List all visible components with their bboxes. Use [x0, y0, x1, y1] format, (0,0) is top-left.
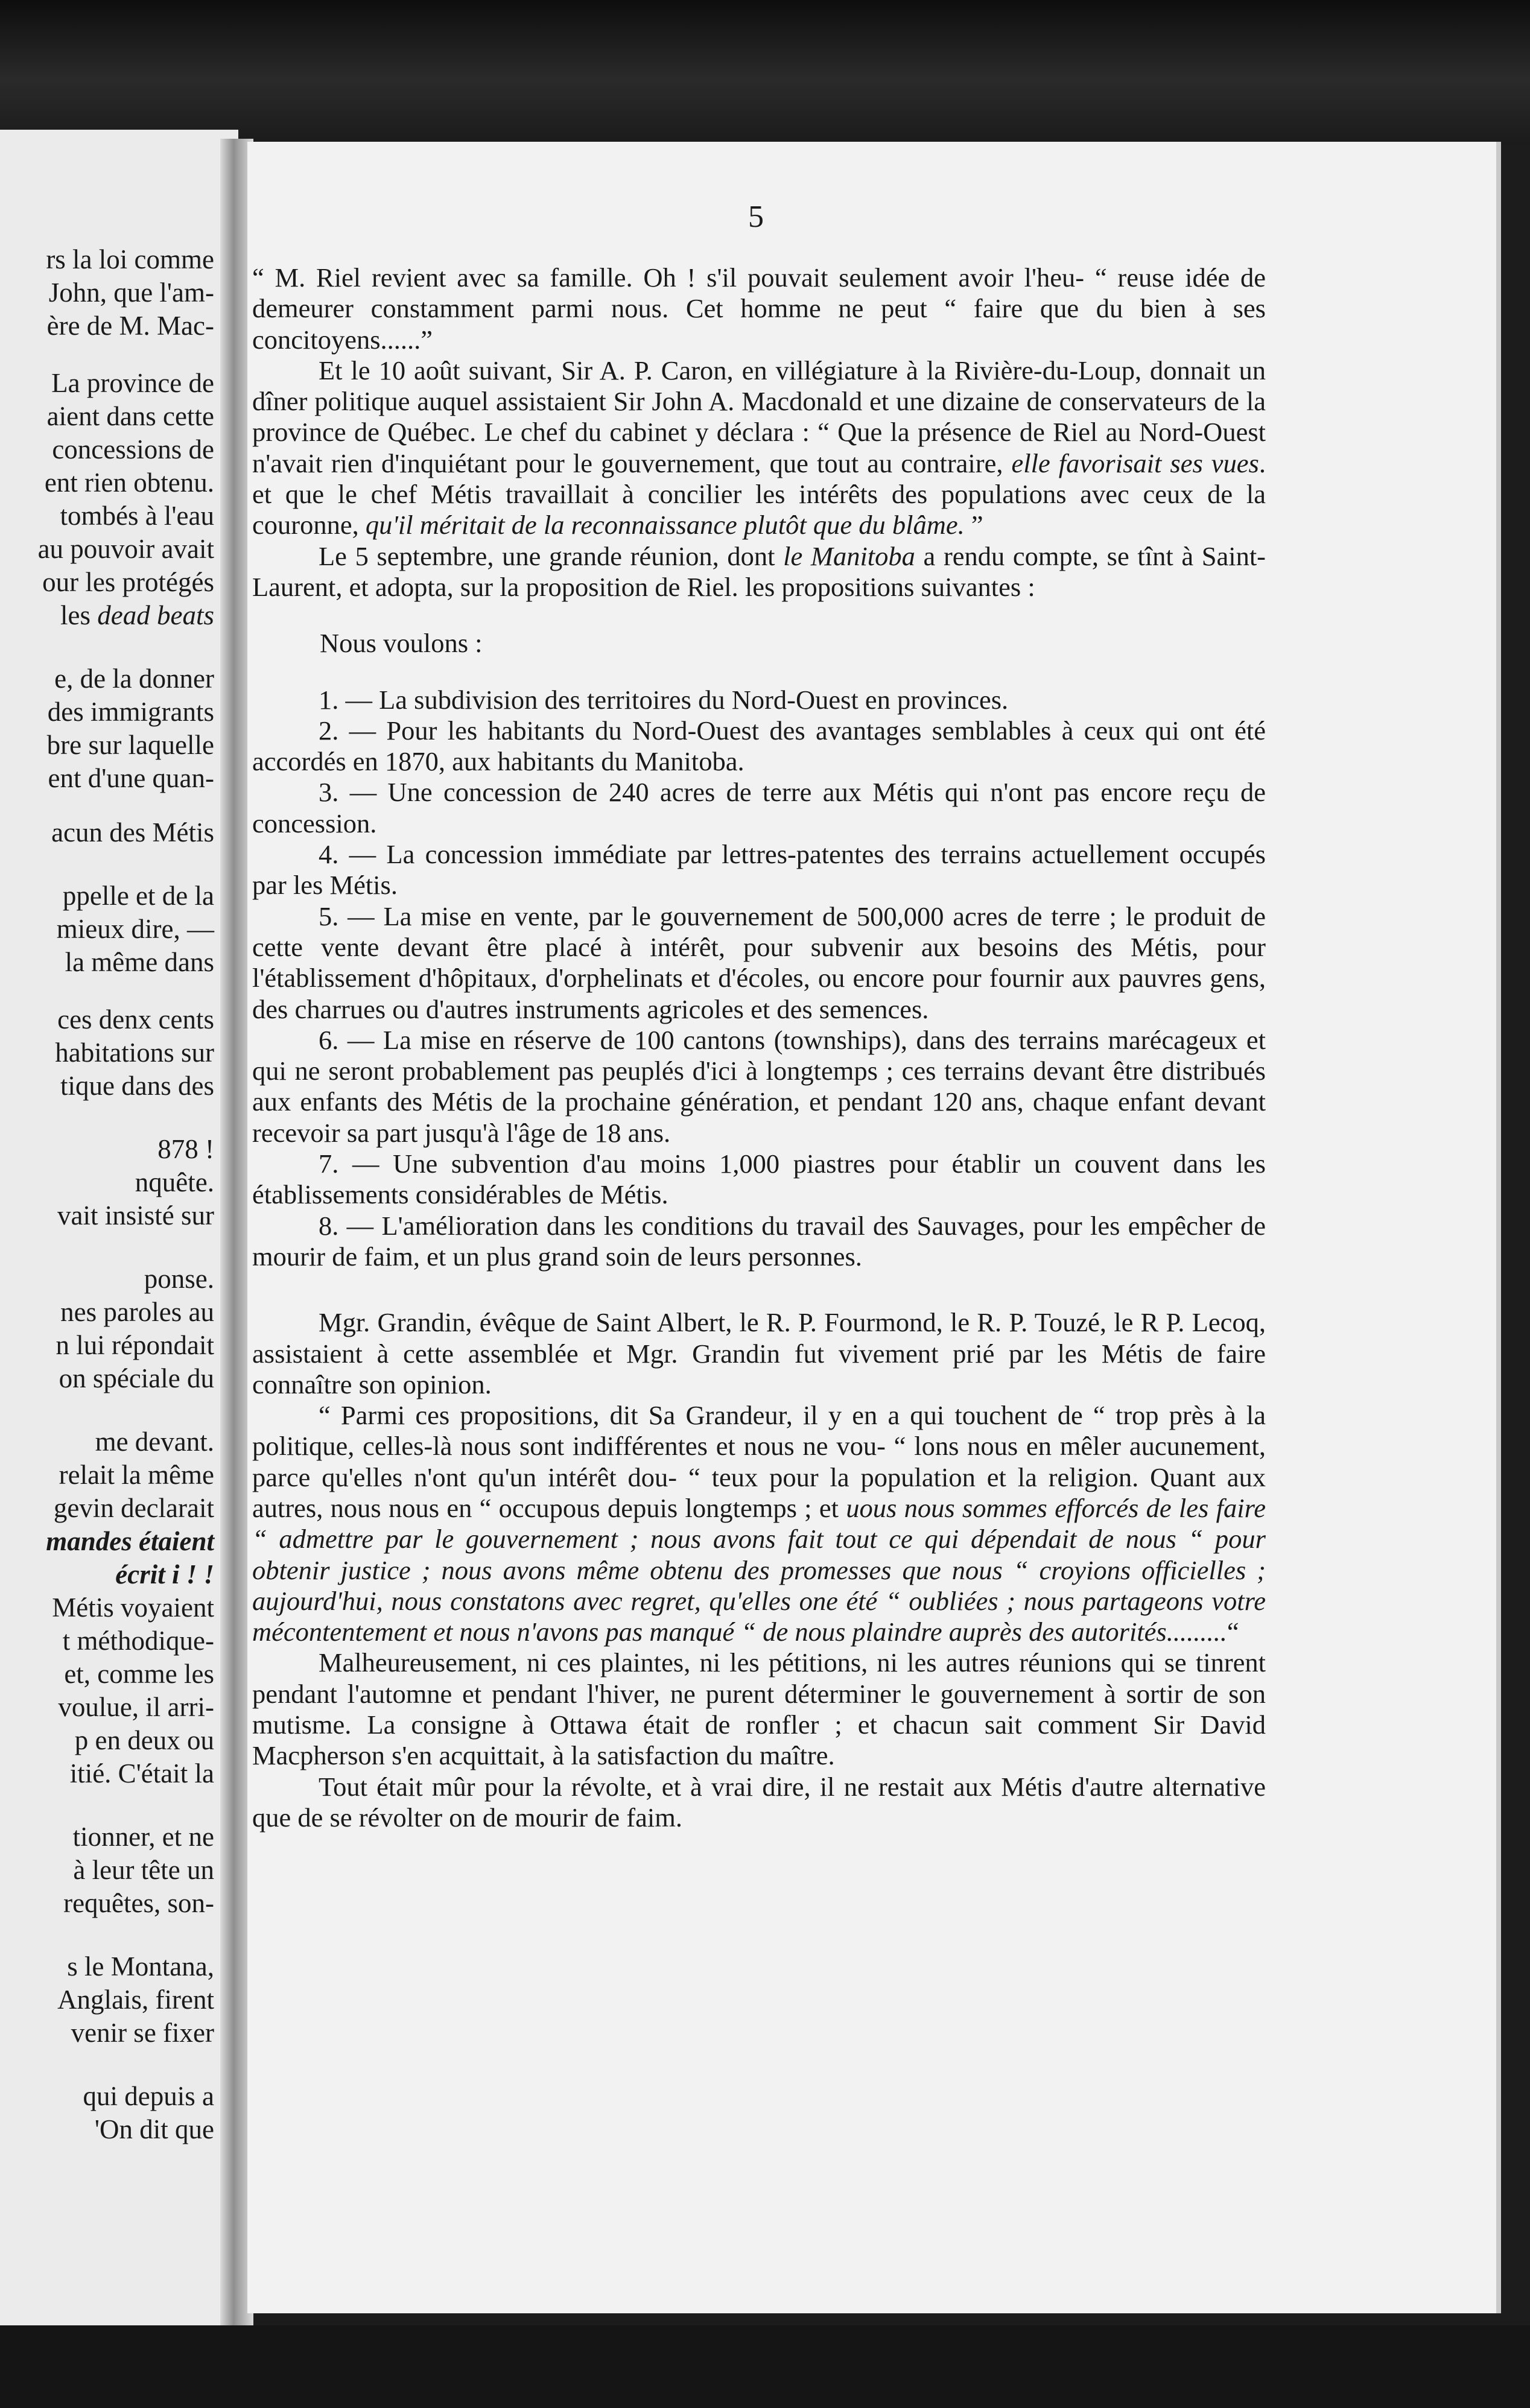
left-page-line: John, que l'am-: [48, 277, 214, 308]
left-page-line: 'On dit que: [94, 2114, 214, 2144]
left-page-line: venir se fixer: [71, 2018, 214, 2048]
left-page-line: concessions de: [52, 434, 214, 464]
left-page-line: ppelle et de la: [62, 881, 214, 911]
page-number: 5: [748, 200, 764, 234]
left-page: [0, 130, 238, 2325]
left-page-line: au pouvoir avait: [37, 534, 214, 564]
text-run: “: [1227, 1617, 1239, 1647]
text-run-italic: uous nous sommes efforcés de les faire “ admettre par le gouvernement ; nous avons fait tout ce qui dépendait de nous “ pour obtenir justice ; nous avons même obtenu des promesses que nous “ croyions officielles ; aujourd'hui, nous constatons avec regret, qu'elles one été “ oubliées ; nous partageons votre mécontentement et nous n'avons pas manqué “ de nous plaindre auprès des autorités.........: [252, 1492, 1266, 1647]
left-page-line: tionner, et ne: [72, 1822, 214, 1852]
left-page-line: 878 !: [157, 1134, 214, 1164]
left-page-line: mieux dire, —: [56, 914, 214, 944]
left-page-line: acun des Métis: [51, 817, 214, 848]
text-run: ”: [964, 510, 983, 540]
left-page-line: des immigrants: [47, 697, 214, 727]
paragraph-revolte: Tout était mûr pour la révolte, et à vrai dire, il ne restait aux Métis d'autre alternative que de se révolter on de mourir de faim.: [252, 1771, 1266, 1833]
scanner-background-bottom: [0, 2325, 1530, 2408]
left-page-line: me devant.: [95, 1427, 214, 1457]
paragraph-grandin-quote: [252, 1400, 1266, 1647]
left-page-line: p en deux ou: [74, 1725, 214, 1755]
text-run: a rendu compte, se tînt à Saint-Laurent, et adopta, sur la proposition de Riel. les propositions suivantes :: [252, 540, 1266, 602]
text-run-italic: elle favorisait ses vues: [1011, 448, 1259, 478]
list-item: 8. — L'amélioration dans les conditions du travail des Sauvages, pour les empêcher de mourir de faim, et un plus grand soin de leurs personnes.: [252, 1210, 1266, 1272]
left-page-line: e, de la donner: [54, 664, 214, 694]
spacer: [252, 1272, 1266, 1307]
list-intro: Nous voulons :: [320, 628, 483, 659]
left-page-line: itié. C'était la: [69, 1758, 214, 1789]
page-text: [252, 262, 1266, 1833]
left-page-line: aient dans cette: [46, 401, 214, 431]
text-run: . et que le chef Métis travaillait à concilier les intérêts des populations avec ceux de la couronne,: [252, 448, 1266, 540]
left-page-line: ère de M. Mac-: [46, 311, 214, 341]
paragraph-grandin: Mgr. Grandin, évêque de Saint Albert, le R. P. Fourmond, le R. P. Touzé, le R P. Lecoq, assistaient à cette assemblée et Mgr. Grandin fut vivement prié par les Métis de faire connaître son opinion.: [252, 1307, 1266, 1399]
left-page-line: voulue, il arri-: [58, 1692, 214, 1722]
paragraph-septembre-reunion: [252, 541, 1266, 603]
list-item: 6. — La mise en réserve de 100 cantons (townships), dans des terrains marécageux et qui ne seront probablement pas peuplés d'ici à longtemps ; ces terrains devant être distribués aux enfants des Métis de la prochaine génération, et pendant 120 ans, chaque enfant devant recevoir sa part jusqu'à l'âge de 18 ans.: [252, 1024, 1266, 1148]
left-page-line: s le Montana,: [67, 1951, 214, 1982]
left-page-line: ces denx cents: [57, 1004, 214, 1034]
list-item: 2. — Pour les habitants du Nord-Ouest des avantages semblables à ceux qui ont été accordés en 1870, aux habitants du Manitoba.: [252, 715, 1266, 777]
list-item: 5. — La mise en vente, par le gouvernement de 500,000 acres de terre ; le produit de cette vente devant être placé à intérêt, pour subvenir aux besoins des Métis, pour l'établissement d'hôpitaux, d'orphelinats et d'écoles, ou encore pour fournir aux pauvres gens, des charrues ou d'autres instruments agricoles et des semences.: [252, 901, 1266, 1024]
left-page-line: n lui répondait: [56, 1330, 214, 1360]
left-page-line: bre sur laquelle: [46, 730, 214, 760]
left-page-line: La province de: [51, 368, 214, 398]
text-run: Et le 10 août suivant, Sir A. P. Caron, en villégiature à la Rivière-du-Loup, donnait un dîner politique auquel assistaient Sir John A. Macdonald et une dizaine de conservateurs de la province de Québec. Le chef du cabinet y déclara : “ Que la présence de Riel au Nord-Ouest n'avait rien d'inquiétant pour le gouvernement, que tout au contraire,: [252, 355, 1266, 478]
text-run: “ Parmi ces propositions, dit Sa Grandeur, il y en a qui touchent de “ trop près à la politique, celles-là nous sont indifférentes et nous ne vou- “ lons nous en mêler aucunement, parce qu'elles n'ont qu'un intérêt dou- “ teux pour la population et la religion. Quant aux autres, nous nous en “ occupous depuis longtemps ; et: [252, 1400, 1266, 1523]
left-page-line: [60, 600, 214, 630]
left-page-line: on spéciale du: [59, 1363, 214, 1393]
left-page-line: rs la loi comme: [46, 244, 214, 274]
text-run-italic: qu'il méritait de la reconnaissance plutôt que du blâme.: [365, 510, 965, 540]
left-page-line: qui depuis a: [83, 2081, 214, 2111]
left-page-line: Anglais, firent: [57, 1985, 214, 2015]
list-item: 4. — La concession immédiate par lettres-patentes des terrains actuellement occupés par les Métis.: [252, 839, 1266, 901]
left-page-line: ponse.: [144, 1264, 214, 1294]
spacer: [252, 659, 1266, 685]
text-run-italic: le Manitoba: [783, 540, 915, 571]
scanner-background-top: [0, 0, 1530, 145]
list-item: 7. — Une subvention d'au moins 1,000 piastres pour établir un couvent dans les établissements considérables de Métis.: [252, 1149, 1266, 1210]
left-page-line: mandes étaient: [46, 1526, 214, 1556]
list-item: 1. — La subdivision des territoires du Nord-Ouest en provinces.: [319, 684, 1009, 715]
spacer: [252, 603, 1266, 628]
text-run-italic: dead beats: [97, 600, 214, 630]
paragraph-malheureusement: Malheureusement, ni ces plaintes, ni les pétitions, ni les autres réunions qui se tinrent pendant l'automne et pendant l'hiver, ne purent déterminer le gouvernement à sortir de son mutisme. La consigne à Ottawa était de ronfler ; et chacun sait comment Sir David Macpherson s'en acquittait, à la satisfaction du maître.: [252, 1647, 1266, 1771]
left-page-line: tique dans des: [60, 1071, 214, 1101]
text-run: Le 5 septembre, une grande réunion, dont: [319, 540, 784, 571]
left-page-line: gevin declarait: [53, 1493, 214, 1523]
left-page-line: Métis voyaient: [52, 1592, 214, 1623]
left-page-line: écrit i ! !: [115, 1559, 214, 1589]
left-page-line: t méthodique-: [62, 1626, 214, 1656]
paragraph-caron-dinner: [252, 355, 1266, 541]
left-page-line: habitations sur: [55, 1038, 214, 1068]
left-page-line: et, comme les: [64, 1659, 214, 1689]
left-page-line: à leur tête un: [73, 1855, 214, 1885]
left-page-line: la même dans: [65, 947, 214, 977]
left-page-line: relait la même: [59, 1460, 214, 1490]
left-page-line: ent d'une quan-: [48, 763, 214, 793]
left-page-line: vait insisté sur: [57, 1200, 214, 1231]
left-page-line: our les protégés: [42, 567, 214, 597]
list-item: 3. — Une concession de 240 acres de terre aux Métis qui n'ont pas encore reçu de concession.: [252, 777, 1266, 838]
left-page-line: ent rien obtenu.: [44, 467, 214, 498]
text-run: les: [60, 600, 98, 630]
left-page-line: nquête.: [135, 1167, 214, 1197]
paragraph-quote-riel: “ M. Riel revient avec sa famille. Oh ! s'il pouvait seulement avoir l'heu- “ reuse idée de demeurer constamment parmi nous. Cet homme ne peut “ faire que du bien à ses concitoyens......”: [252, 262, 1266, 355]
left-page-line: tombés à l'eau: [60, 501, 214, 531]
left-page-line: nes paroles au: [60, 1297, 214, 1327]
left-page-line: requêtes, son-: [63, 1888, 214, 1918]
